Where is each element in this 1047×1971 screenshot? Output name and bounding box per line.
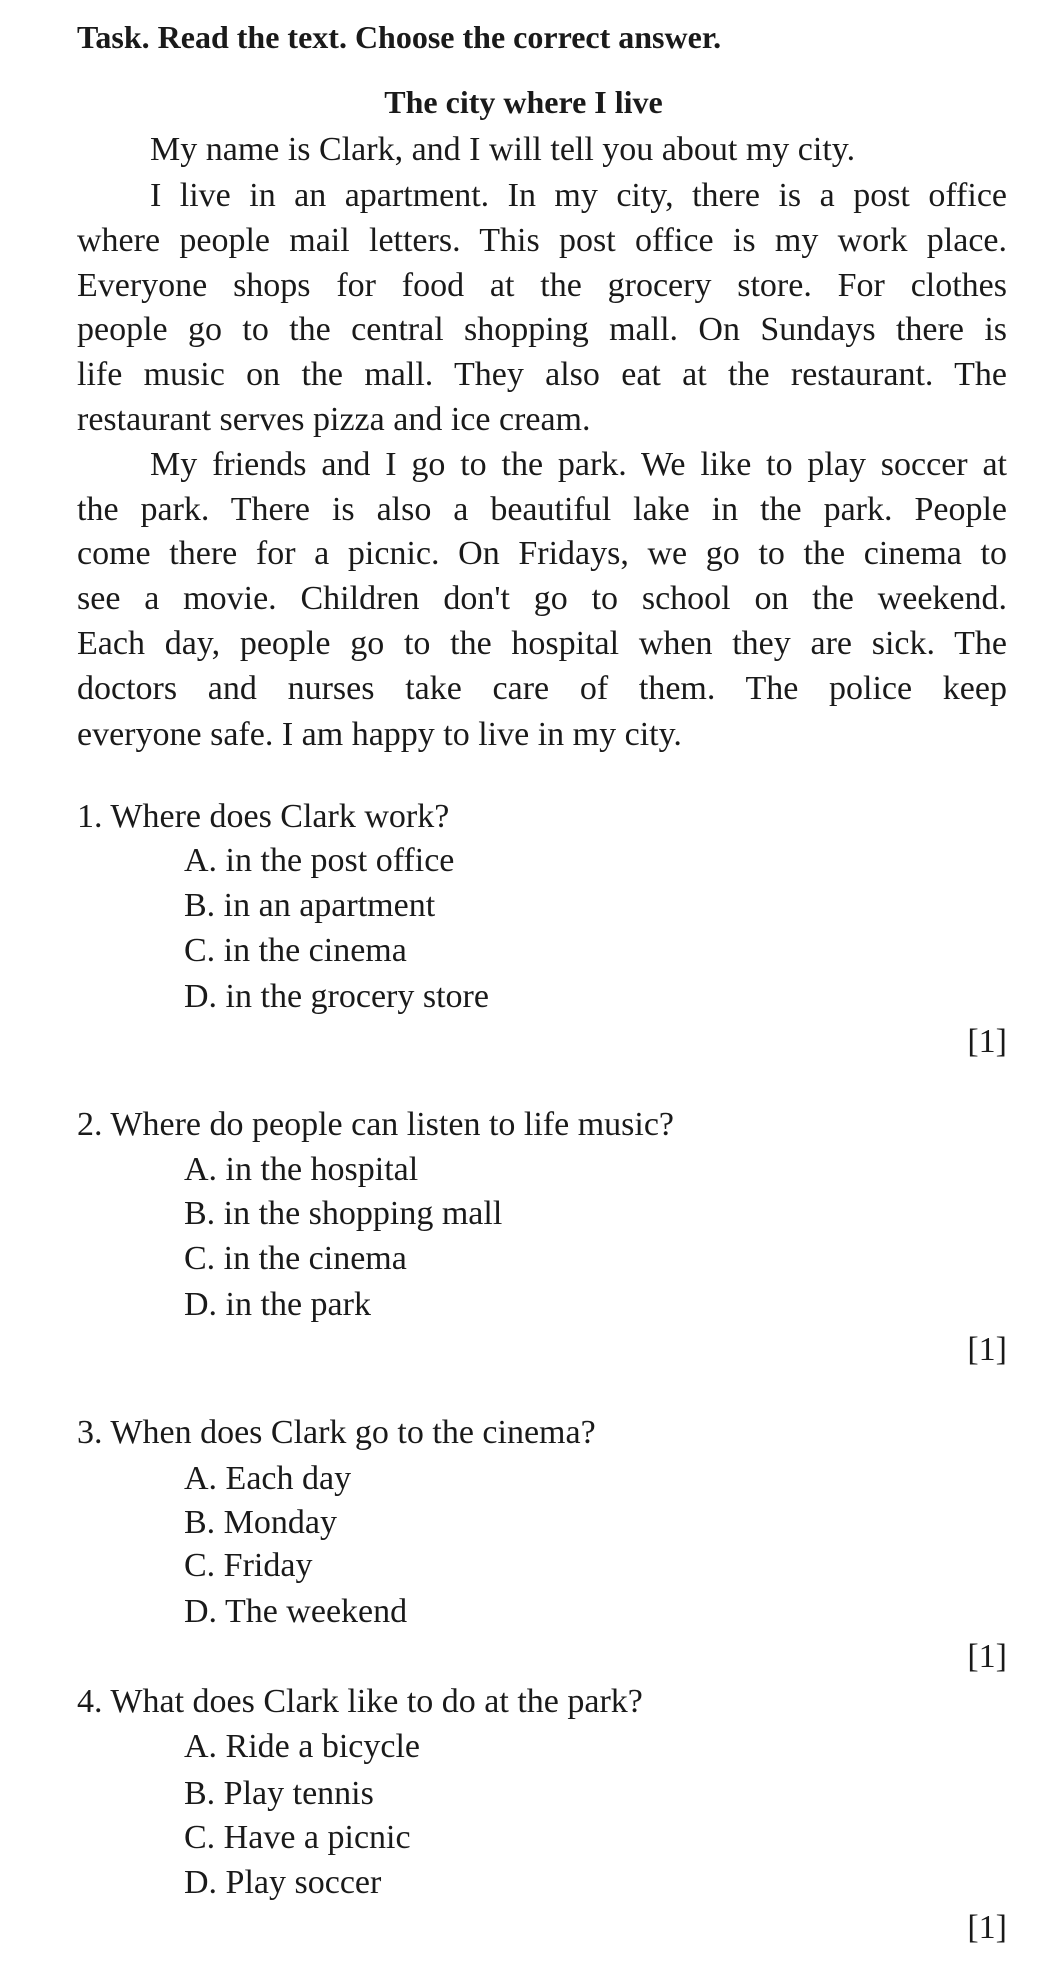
passage-line: My name is Clark, and I will tell you about my city. [150, 131, 856, 168]
option-c[interactable]: C. Have a picnic [184, 1819, 411, 1856]
option-d[interactable]: D. Play soccer [184, 1864, 382, 1901]
option-c[interactable]: C. in the cinema [184, 1240, 407, 1277]
passage-line: where people mail letters. This post office is my work place. [77, 222, 1007, 259]
task-instruction: Task. Read the text. Choose the correct answer. [77, 19, 722, 55]
option-a[interactable]: A. Each day [184, 1460, 352, 1497]
mark-label: [1] [967, 1638, 1007, 1675]
option-d[interactable]: D. The weekend [184, 1593, 408, 1630]
option-a[interactable]: A. in the hospital [184, 1151, 419, 1188]
passage-title: The city where I live [384, 84, 663, 120]
passage-line: restaurant serves pizza and ice cream. [77, 401, 591, 438]
option-b[interactable]: B. Play tennis [184, 1775, 374, 1812]
question-text: 1. Where does Clark work? [77, 798, 450, 835]
question-text: 2. Where do people can listen to life music? [77, 1106, 675, 1143]
question-text: 3. When does Clark go to the cinema? [77, 1414, 596, 1451]
option-c[interactable]: C. Friday [184, 1547, 313, 1584]
mark-label: [1] [967, 1023, 1007, 1060]
option-c[interactable]: C. in the cinema [184, 932, 407, 969]
mark-label: [1] [967, 1909, 1007, 1946]
option-d[interactable]: D. in the park [184, 1286, 371, 1323]
passage-line: people go to the central shopping mall. On Sundays there is [77, 311, 1007, 348]
option-d[interactable]: D. in the grocery store [184, 978, 489, 1015]
option-b[interactable]: B. in an apartment [184, 887, 436, 924]
passage-line: Each day, people go to the hospital when they are sick. The [77, 625, 1007, 662]
passage-line: doctors and nurses take care of them. The police keep [77, 670, 1007, 707]
passage-line: the park. There is also a beautiful lake in the park. People [77, 491, 1007, 528]
passage-line: life music on the mall. They also eat at the restaurant. The [77, 356, 1007, 393]
passage-line: see a movie. Children don't go to school on the weekend. [77, 580, 1007, 617]
passage-line: come there for a picnic. On Fridays, we go to the cinema to [77, 535, 1007, 572]
mark-label: [1] [967, 1331, 1007, 1368]
option-a[interactable]: A. Ride a bicycle [184, 1728, 421, 1765]
question-text: 4. What does Clark like to do at the park? [77, 1683, 643, 1720]
option-b[interactable]: B. in the shopping mall [184, 1195, 503, 1232]
passage-line: everyone safe. I am happy to live in my city. [77, 716, 682, 753]
passage-line: My friends and I go to the park. We like to play soccer at [150, 446, 1007, 483]
passage-line: I live in an apartment. In my city, there is a post office [150, 177, 1007, 214]
passage-line: Everyone shops for food at the grocery store. For clothes [77, 267, 1007, 304]
option-a[interactable]: A. in the post office [184, 842, 455, 879]
option-b[interactable]: B. Monday [184, 1504, 337, 1541]
